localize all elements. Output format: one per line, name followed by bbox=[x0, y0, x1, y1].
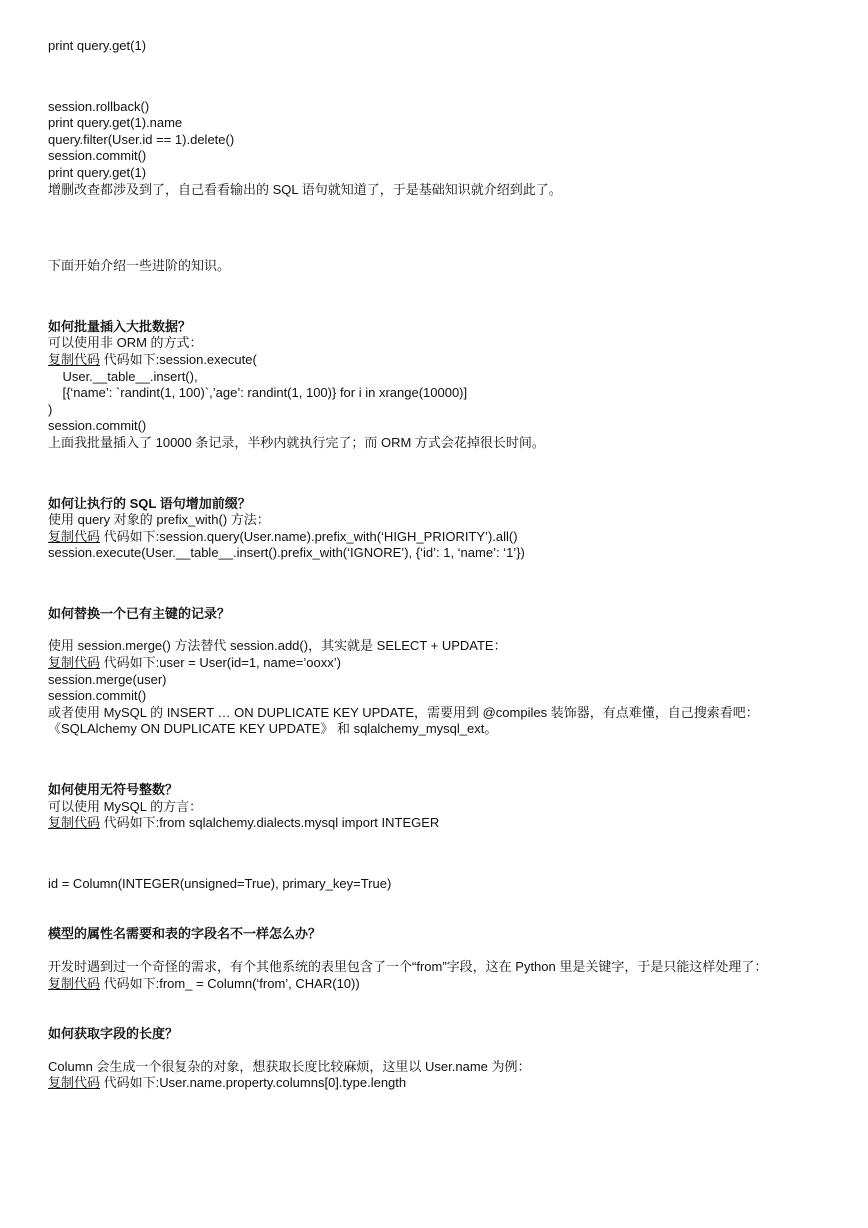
paragraph: 《SQLAlchemy ON DUPLICATE KEY UPDATE》 和 sqlalchemy_mysql_ext。 bbox=[48, 721, 498, 737]
code-line: [{‘name’: `randint(1, 100)`,’age’: randint(1, 100)} for i in xrange(10000)] bbox=[48, 385, 468, 401]
code-line: session.commit() bbox=[48, 688, 147, 704]
section-intro: 使用 session.merge() 方法替代 session.add()，其实就是 SELECT + UPDATE： bbox=[48, 638, 507, 654]
section-intro: 开发时遇到过一个奇怪的需求，有个其他系统的表里包含了一个“from”字段，这在 Python 里是关键字，于是只能这样处理了： bbox=[48, 959, 768, 974]
code-text: 代码如下:session.execute( bbox=[100, 351, 257, 367]
section-heading: 如何让执行的 SQL 语句增加前缀？ bbox=[48, 495, 251, 511]
copy-code-link[interactable]: 复制代码 bbox=[48, 351, 101, 367]
section-intro: Column 会生成一个很复杂的对象，想获取长度比较麻烦，这里以 User.name 为例： bbox=[48, 1058, 531, 1074]
code-line: session.rollback() bbox=[48, 98, 150, 114]
copy-code-link[interactable]: 复制代码 bbox=[48, 975, 101, 991]
copy-code-link[interactable]: 复制代码 bbox=[48, 528, 101, 544]
code-line: print query.get(1) bbox=[48, 164, 147, 180]
code-line bbox=[48, 529, 838, 546]
copy-code-link[interactable]: 复制代码 bbox=[48, 655, 101, 671]
code-text: 代码如下:from_ = Column(‘from’, CHAR(10)) bbox=[100, 975, 360, 991]
paragraph: 上面我批量插入了 10000 条记录，半秒内就执行完了；而 ORM 方式会花掉很长时间。 bbox=[48, 434, 545, 450]
section-intro: 可以使用 MySQL 的方言： bbox=[48, 798, 203, 814]
code-line: User.__table__.insert(), bbox=[48, 368, 198, 384]
paragraph: 或者使用 MySQL 的 INSERT … ON DUPLICATE KEY UPDATE，需要用到 @compiles 装饰器，有点难懂，自己搜索看吧： bbox=[48, 704, 759, 720]
code-line: id = Column(INTEGER(unsigned=True), primary_key=True) bbox=[48, 875, 392, 891]
paragraph: 下面开始介绍一些进阶的知识。 bbox=[48, 258, 231, 274]
code-text: 代码如下:session.query(User.name).prefix_with(‘HIGH_PRIORITY’).all() bbox=[100, 528, 518, 544]
code-line: print query.get(1).name bbox=[48, 115, 183, 131]
code-line bbox=[48, 655, 838, 672]
code-text: 代码如下:User.name.property.columns[0].type.length bbox=[100, 1075, 407, 1091]
code-text: 代码如下:user = User(id=1, name=’ooxx’) bbox=[100, 655, 341, 671]
copy-code-link[interactable]: 复制代码 bbox=[48, 815, 101, 831]
code-line: session.merge(user) bbox=[48, 671, 167, 687]
code-line bbox=[48, 352, 838, 369]
code-line bbox=[48, 1075, 838, 1092]
code-line bbox=[48, 815, 838, 832]
code-line: session.execute(User.__table__.insert().prefix_with(‘IGNORE’), {‘id’: 1, ‘name’: ‘1’}) bbox=[48, 545, 525, 561]
section-heading: 模型的属性名需要和表的字段名不一样怎么办？ bbox=[48, 926, 322, 942]
copy-code-link[interactable]: 复制代码 bbox=[48, 1075, 101, 1091]
paragraph: 增删改查都涉及到了，自己看看输出的 SQL 语句就知道了，于是基础知识就介绍到此了。 bbox=[48, 181, 562, 197]
section-intro: 可以使用非 ORM 的方式： bbox=[48, 335, 203, 351]
code-text: 代码如下:from sqlalchemy.dialects.mysql import INTEGER bbox=[100, 815, 440, 831]
section-heading: 如何替换一个已有主键的记录？ bbox=[48, 605, 231, 621]
section-heading: 如何使用无符号整数？ bbox=[48, 782, 179, 798]
section-heading: 如何获取字段的长度？ bbox=[48, 1026, 179, 1042]
code-line: query.filter(User.id == 1).delete() bbox=[48, 131, 235, 147]
code-line bbox=[48, 976, 838, 993]
code-line: session.commit() bbox=[48, 148, 147, 164]
section-intro: 使用 query 对象的 prefix_with() 方法： bbox=[48, 512, 270, 528]
code-line: print query.get(1) bbox=[48, 38, 147, 53]
code-line: ) bbox=[48, 401, 53, 417]
document-page bbox=[48, 38, 838, 1092]
code-line: session.commit() bbox=[48, 418, 147, 434]
section-heading: 如何批量插入大批数据？ bbox=[48, 318, 192, 334]
